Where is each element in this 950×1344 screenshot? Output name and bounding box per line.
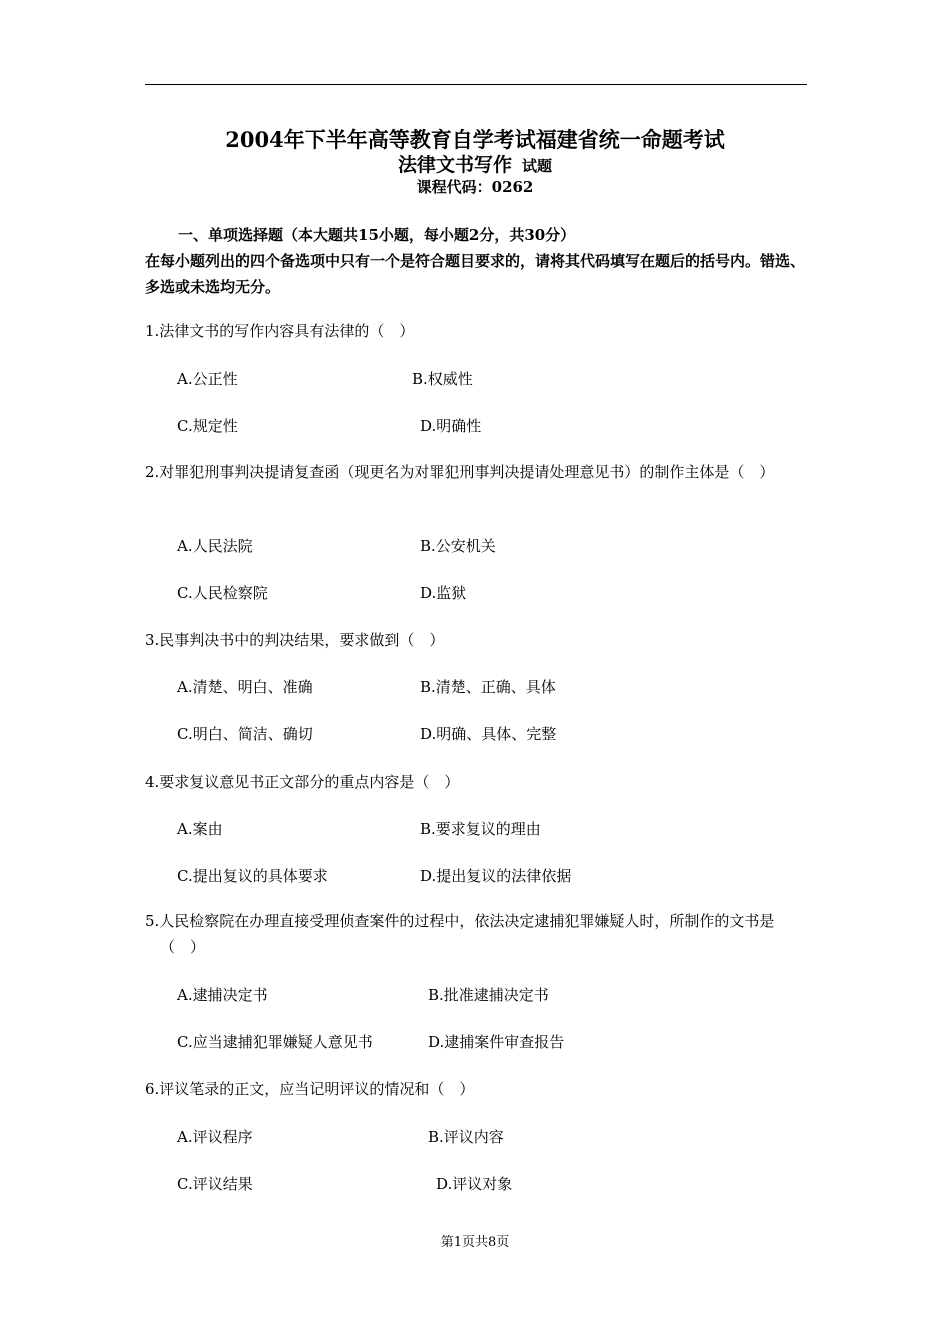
option-c: C.人民检察院	[177, 584, 268, 602]
option-a: A.案由	[177, 820, 223, 838]
page-number: 第1页共8页	[440, 1235, 510, 1250]
option-b: B.清楚、正确、具体	[420, 678, 556, 696]
option-b: B.权威性	[412, 370, 473, 388]
question-stem: 3.民事判决书中的判决结果，要求做到（ ）	[145, 631, 445, 649]
option-d: D.明确、具体、完整	[420, 725, 557, 743]
question-stem: 2.对罪犯刑事判决提请复查函（现更名为对罪犯刑事判决提请处理意见书）的制作主体是（ ）	[145, 463, 775, 481]
subject-suffix: 试题	[522, 157, 553, 175]
subject-name: 法律文书写作	[397, 154, 512, 176]
option-b: B.公安机关	[420, 537, 496, 555]
option-a: A.清楚、明白、准确	[177, 678, 313, 696]
option-c: C.评议结果	[177, 1175, 253, 1193]
question-stem: 5.人民检察院在办理直接受理侦查案件的过程中，依法决定逮捕犯罪嫌疑人时，所制作的文书是（ ）	[145, 912, 775, 956]
section-instructions: 在每小题列出的四个备选项中只有一个是符合题目要求的，请将其代码填写在题后的括号内。错选、多选或未选均无分。	[145, 252, 806, 296]
option-c: C.规定性	[177, 417, 238, 435]
option-b: B.评议内容	[428, 1128, 504, 1146]
option-a: A.评议程序	[177, 1128, 253, 1146]
subject-title	[0, 150, 950, 177]
option-c: C.应当逮捕犯罪嫌疑人意见书	[177, 1033, 373, 1051]
course-code: 课程代码：0262	[416, 178, 534, 196]
option-d: D.逮捕案件审查报告	[428, 1033, 565, 1051]
question-stem: 4.要求复议意见书正文部分的重点内容是（ ）	[145, 773, 460, 791]
option-c: C.提出复议的具体要求	[177, 867, 328, 885]
option-b: B.批准逮捕决定书	[428, 986, 549, 1004]
question-stem: 1.法律文书的写作内容具有法律的（ ）	[145, 322, 415, 340]
question-stem: 6.评议笔录的正文，应当记明评议的情况和（ ）	[145, 1080, 475, 1098]
option-d: D.监狱	[420, 584, 467, 602]
option-b: B.要求复议的理由	[420, 820, 541, 838]
option-d: D.提出复议的法律依据	[420, 867, 572, 885]
top-rule	[145, 84, 807, 85]
option-d: D.评议对象	[436, 1175, 513, 1193]
option-a: A.公正性	[177, 370, 238, 388]
exam-title: 2004年下半年高等教育自学考试福建省统一命题考试	[225, 127, 725, 152]
option-a: A.逮捕决定书	[177, 986, 268, 1004]
option-c: C.明白、简洁、确切	[177, 725, 313, 743]
option-d: D.明确性	[420, 417, 482, 435]
option-a: A.人民法院	[177, 537, 253, 555]
section-heading: 一、单项选择题（本大题共15小题，每小题2分，共30分）	[178, 226, 576, 244]
